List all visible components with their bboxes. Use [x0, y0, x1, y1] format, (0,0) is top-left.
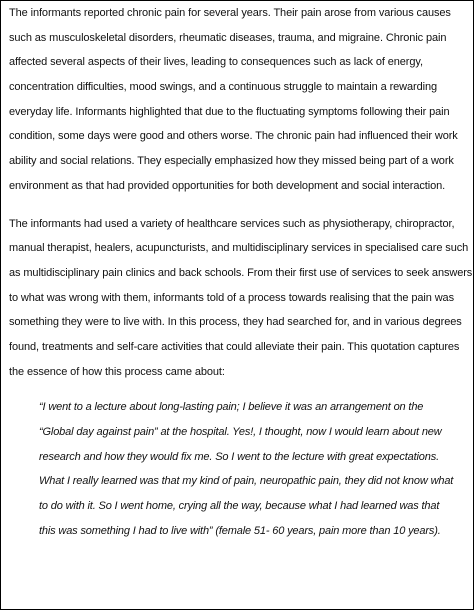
quote-line: to do with it. So I went home, crying all the way, because what I had learned was that [39, 500, 440, 513]
paragraph-line: The informants had used a variety of healthcare services such as physiotherapy, chiropractor, [9, 217, 455, 230]
document-body [9, 1, 473, 543]
paragraph-line: to what was wrong with them, informants told of a process towards realising that the pain was [9, 291, 454, 304]
block-quote [9, 395, 469, 543]
paragraph-line: condition, some days were good and others worse. The chronic pain had influenced their work [9, 130, 458, 143]
paragraph-line: manual therapist, healers, acupuncturists, and multidisciplinary services in specialised care such [9, 242, 469, 255]
paragraph-line: ability and social relations. They especially emphasized how they missed being part of a work [9, 155, 454, 168]
paragraph-line: affected several aspects of their lives, leading to consequences such as lack of energy, [9, 56, 423, 69]
paragraph-spacer [9, 384, 469, 395]
paragraph-line: such as musculoskeletal disorders, rheumatic diseases, trauma, and migraine. Chronic pain [9, 31, 447, 44]
quote-line: “I went to a lecture about long-lasting pain; I believe it was an arrangement on the [39, 401, 424, 414]
quote-line: “Global day against pain” at the hospital. Yes!, I thought, now I would learn about new [39, 426, 442, 438]
paragraph-line: the essence of how this process came about: [9, 365, 225, 378]
paragraph-chronic-pain [9, 1, 469, 199]
paragraph-line: as multidisciplinary pain clinics and back schools. From their first use of services to seek answers [9, 266, 473, 279]
paragraph-healthcare-services [9, 212, 473, 385]
paragraph-line: environment as that had provided opportunities for both development and social interaction. [9, 179, 446, 192]
paragraph-line: everyday life. Informants highlighted that due to the fluctuating symptoms following their pain [9, 105, 450, 118]
paragraph-line: The informants reported chronic pain for several years. Their pain arose from various causes [9, 7, 451, 19]
paragraph-line: concentration difficulties, mood swings, and a continuous struggle to maintain a rewarding [9, 81, 437, 94]
paragraph-line: found, treatments and self-care activities that could alleviate their pain. This quotation captures [9, 340, 460, 353]
paragraph-line: something they were to live with. In this process, they had searched for, and in various degrees [9, 316, 462, 329]
quote-line: this was something I had to live with” (female 51- 60 years, pain more than 10 years). [39, 524, 441, 537]
quote-line: research and how they would fix me. So I went to the lecture with great expectations. [39, 450, 439, 463]
quote-line: What I really learned was that my kind of pain, neuropathic pain, they did not know what [39, 475, 454, 488]
paragraph-spacer [9, 199, 469, 212]
